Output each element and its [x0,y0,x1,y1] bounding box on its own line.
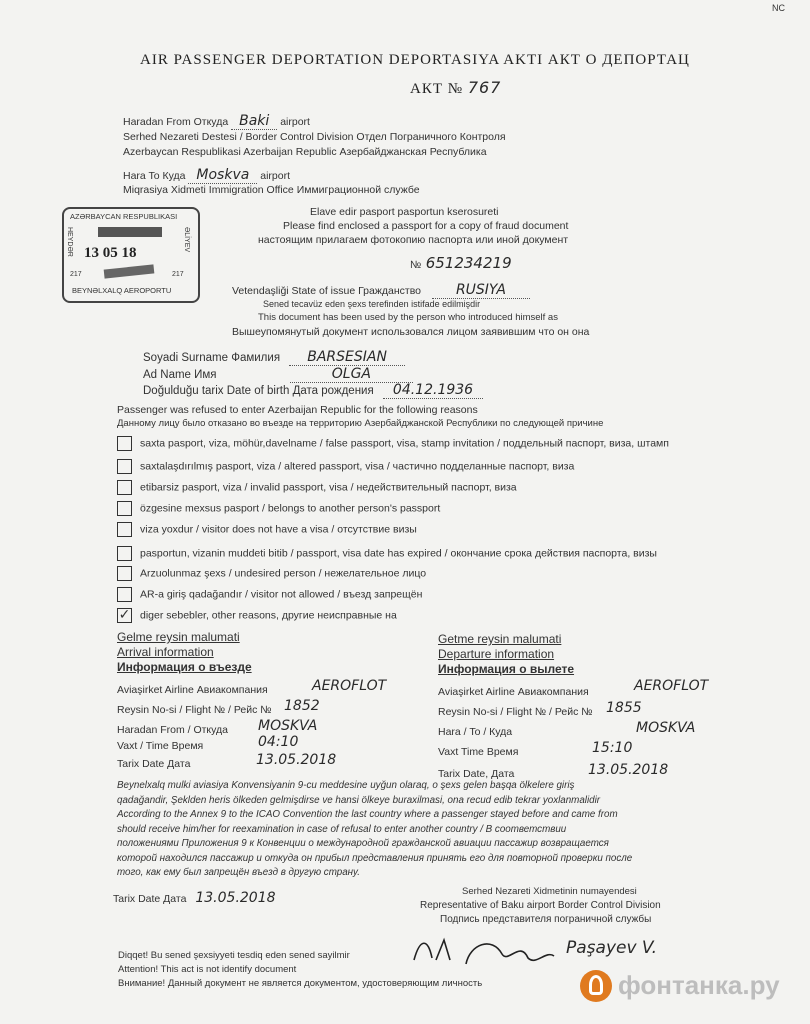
reason-checkbox[interactable] [117,566,132,581]
arrival-airline-label: Aviaşirket Airline Авиакомпания [117,684,268,696]
state-row [232,282,530,298]
immigration-line: Miqrasiya Xidmeti Immigration Office Иммиграционной службе [123,184,420,196]
document-title: AIR PASSENGER DEPORTATION DEPORTASIYA AKTI АКТ О ДЕПОРТАЦ [140,52,690,68]
stamp-top: AZƏRBAYCAN RESPUBLIKASI [70,212,178,221]
state-label: Vetendaşliği State of issue Гражданство [232,285,422,297]
reason-checkbox[interactable]: ✓ [118,607,131,623]
reason-item [117,566,426,581]
enclosed-en: Please find enclosed a passport for a copy of fraud document [283,220,569,232]
representative-az: Serhed Nezareti Xidmetinin numayendesi [462,886,637,897]
sign-date: 13.05.2018 [195,890,276,906]
convention-line: того, как ему был запрещён въезд в другую страну. [117,867,361,878]
stamp-right: ƏLİYEV [183,227,190,253]
arrival-time: 04:10 [258,734,299,750]
departure-date-label: Tarix Date, Дата [438,768,515,780]
representative-ru: Подпись представителя пограничной службы [440,914,652,925]
departure-airline-label: Aviaşirket Airline Авиакомпания [438,686,589,698]
departure-to-label: Hara / To / Куда [438,726,513,738]
enclosed-ru: настоящим прилагаем фотокопию паспорта или иной документ [258,234,569,246]
convention-line: qadağandir, Şeklden heris ölkeden gelmişdirse ve hansi ölkeye buraxilmasi, ona recud edib tekrar yoxlanmalidir [117,794,601,806]
arrival-date: 13.05.2018 [256,752,337,768]
arrival-heading-az: Gelme reysin malumati [117,630,240,644]
departure-heading-en: Departure information [438,647,555,661]
refused-en: Passenger was refused to enter Azerbaijan Republic for the following reasons [117,404,478,416]
watermark-text: фонтанка.ру [618,970,780,1000]
stamp-date: 13 05 18 [84,245,137,261]
state-value: RUSIYA [432,282,530,299]
to-label: Hara To Куда [123,170,186,182]
republic-line: Azerbaycan Respublikasi Azerbaijan Republic Азербайджанская Республика [123,146,487,158]
departure-flight-label: Reysin No-si / Flight № / Рейс № [438,706,593,718]
sign-date-row [113,890,276,906]
reason-checkbox[interactable] [117,501,132,516]
name-value: OLGA [290,366,413,383]
arrival-flight-label: Reysin No-si / Flight № / Рейс № [117,704,272,716]
convention-line: Beynelxalq mulki aviasiya Konvensiyanin 9-cu meddesine uyğun olaraq, o şexs gelen başqa ölkelere giriş [117,780,575,791]
convention-line: should receive him/her for reexamination in case of refusal to enter another country / В соответствии [117,823,567,835]
to-suffix: airport [260,170,291,182]
reason-item [117,522,417,537]
used-az: Sened tecavüz eden şexs terefinden istifade edilmişdir [263,299,481,309]
arrival-date-label: Tarix Date Дата [117,758,191,770]
reason-item [117,436,669,451]
corner-mark: NC [772,3,785,13]
border-control-division: Serhed Nezareti Destesi / Border Control Division Отдел Пограничного Контроля [123,131,506,143]
reason-checkbox[interactable] [117,459,132,474]
arrival-heading-ru: Информация о въезде [117,660,252,674]
surname-row [143,349,405,365]
departure-heading-az: Getme reysin malumati [438,632,562,646]
departure-time-label: Vaxt Time Время [438,746,519,758]
border-stamp [62,207,200,303]
departure-flight: 1855 [606,700,642,716]
reason-label: pasportun, vizanin muddeti bitib / passport, visa date has expired / окончание срока действия паспорта, визы [140,547,657,560]
passport-number: 651234219 [425,254,512,272]
signature-scribble [410,930,560,972]
dob-row [143,382,483,398]
departure-heading-ru: Информация о вылете [438,662,575,676]
fontanka-watermark [580,964,802,1012]
sign-date-label: Tarix Date Дата [113,893,187,905]
name-row [143,366,413,382]
reason-checkbox[interactable] [117,587,132,602]
reason-item [117,546,657,561]
used-en: This document has been used by the person who introduced himself as [258,312,558,323]
arrival-from-label: Haradan From / Откуда [117,724,228,736]
attention-ru: Внимание! Данный документ не является документом, удостоверяющим личность [118,978,483,989]
arrival-flight: 1852 [284,698,320,714]
arrival-from: MOSKVA [258,718,318,734]
fontanka-logo-icon [580,970,612,1002]
surname-value: BARSESIAN [289,349,405,366]
reason-label: saxtalaşdırılmış pasport, viza / altered passport, visa / частично подделанные паспорт, виза [140,460,575,473]
reason-label: Arzuolunmaz şexs / undesired person / нежелательное лицо [140,567,427,580]
refused-ru: Данному лицу было отказано во въезде на территорию Азербайджанской Республики по следующей причине [117,418,604,429]
reason-checkbox[interactable] [117,522,132,537]
used-ru: Вышеупомянутый документ использовался лицом заявившим что он она [232,326,590,338]
attention-en: Attention! This act is not identify document [118,964,297,975]
arrival-airline: AEROFLOT [312,678,387,694]
reason-label: AR-a giriş qadağandır / visitor not allowed / въезд запрещён [140,588,423,601]
reason-checkbox[interactable] [117,546,132,561]
stamp-emblem [98,227,162,237]
departure-to: MOSKVA [636,720,696,736]
passport-number-row [410,254,512,273]
to-value: Moskva [188,167,257,184]
convention-line: According to the Annex 9 to the ICAO Convention the last country where a passenger stayed before and came from [117,809,618,820]
reason-checkbox[interactable] [117,480,132,495]
arrival-heading-en: Arrival information [117,645,214,659]
reason-item [117,608,397,623]
signature-name: Paşayev V. [566,938,658,958]
reason-item [117,501,440,516]
to-row [123,167,290,183]
reason-label: saxta pasport, viza, möhür,davelname / false passport, visa, stamp invitation / поддельный паспорт, виза, штамп [140,437,669,450]
from-label: Haradan From Откуда [123,116,229,128]
stamp-bottom: BEYNƏLXALQ AEROPORTU [72,286,172,295]
departure-airline: AEROFLOT [634,678,709,694]
attention-az: Diqqet! Bu sened şexsiyyeti tesdiq eden sened sayilmir [118,950,350,961]
dob-value: 04.12.1936 [383,382,483,399]
dob-label: Doğulduğu tarix Date of birth Дата рождения [143,385,374,397]
passport-prefix: № [410,259,422,271]
act-number-line [410,78,501,98]
name-label: Ad Name Имя [143,369,217,381]
reason-item [117,587,422,602]
reason-item [117,480,517,495]
from-value: Baki [231,113,277,130]
convention-line: которой находился пассажир и откуда он прибыл представления принять его для повторной проверки после [117,852,633,864]
convention-line: положениями Приложения 9 к Конвенции о международной гражданской авиации пассажир возвращается [117,838,609,849]
reason-checkbox[interactable] [117,436,132,451]
reason-label: özgesine mexsus pasport / belongs to another person's passport [140,502,441,515]
act-number-prefix: АКТ № [410,81,464,97]
arrival-time-label: Vaxt / Time Время [117,740,204,752]
stamp-left: HEYDƏR [66,227,73,257]
act-number: 767 [467,78,502,97]
surname-label: Soyadi Surname Фамилия [143,352,281,364]
departure-time: 15:10 [592,740,633,756]
enclosed-az: Elave edir pasport pasportun kserosureti [310,206,499,218]
reason-item [117,459,574,474]
reason-label: diger sebebler, other reasons, другие неисправные на [140,609,397,622]
representative-en: Representative of Baku airport Border Control Division [420,900,661,911]
reason-label: etibarsiz pasport, viza / invalid passport, visa / недействительный паспорт, виза [140,481,517,494]
departure-date: 13.05.2018 [588,762,669,778]
plane-icon [104,264,155,278]
from-row [123,113,310,129]
stamp-num-left: 217 [70,271,82,278]
stamp-num-right: 217 [172,271,184,278]
from-suffix: airport [280,116,310,128]
reason-label: viza yoxdur / visitor does not have a visa / отсутствие визы [140,523,417,536]
